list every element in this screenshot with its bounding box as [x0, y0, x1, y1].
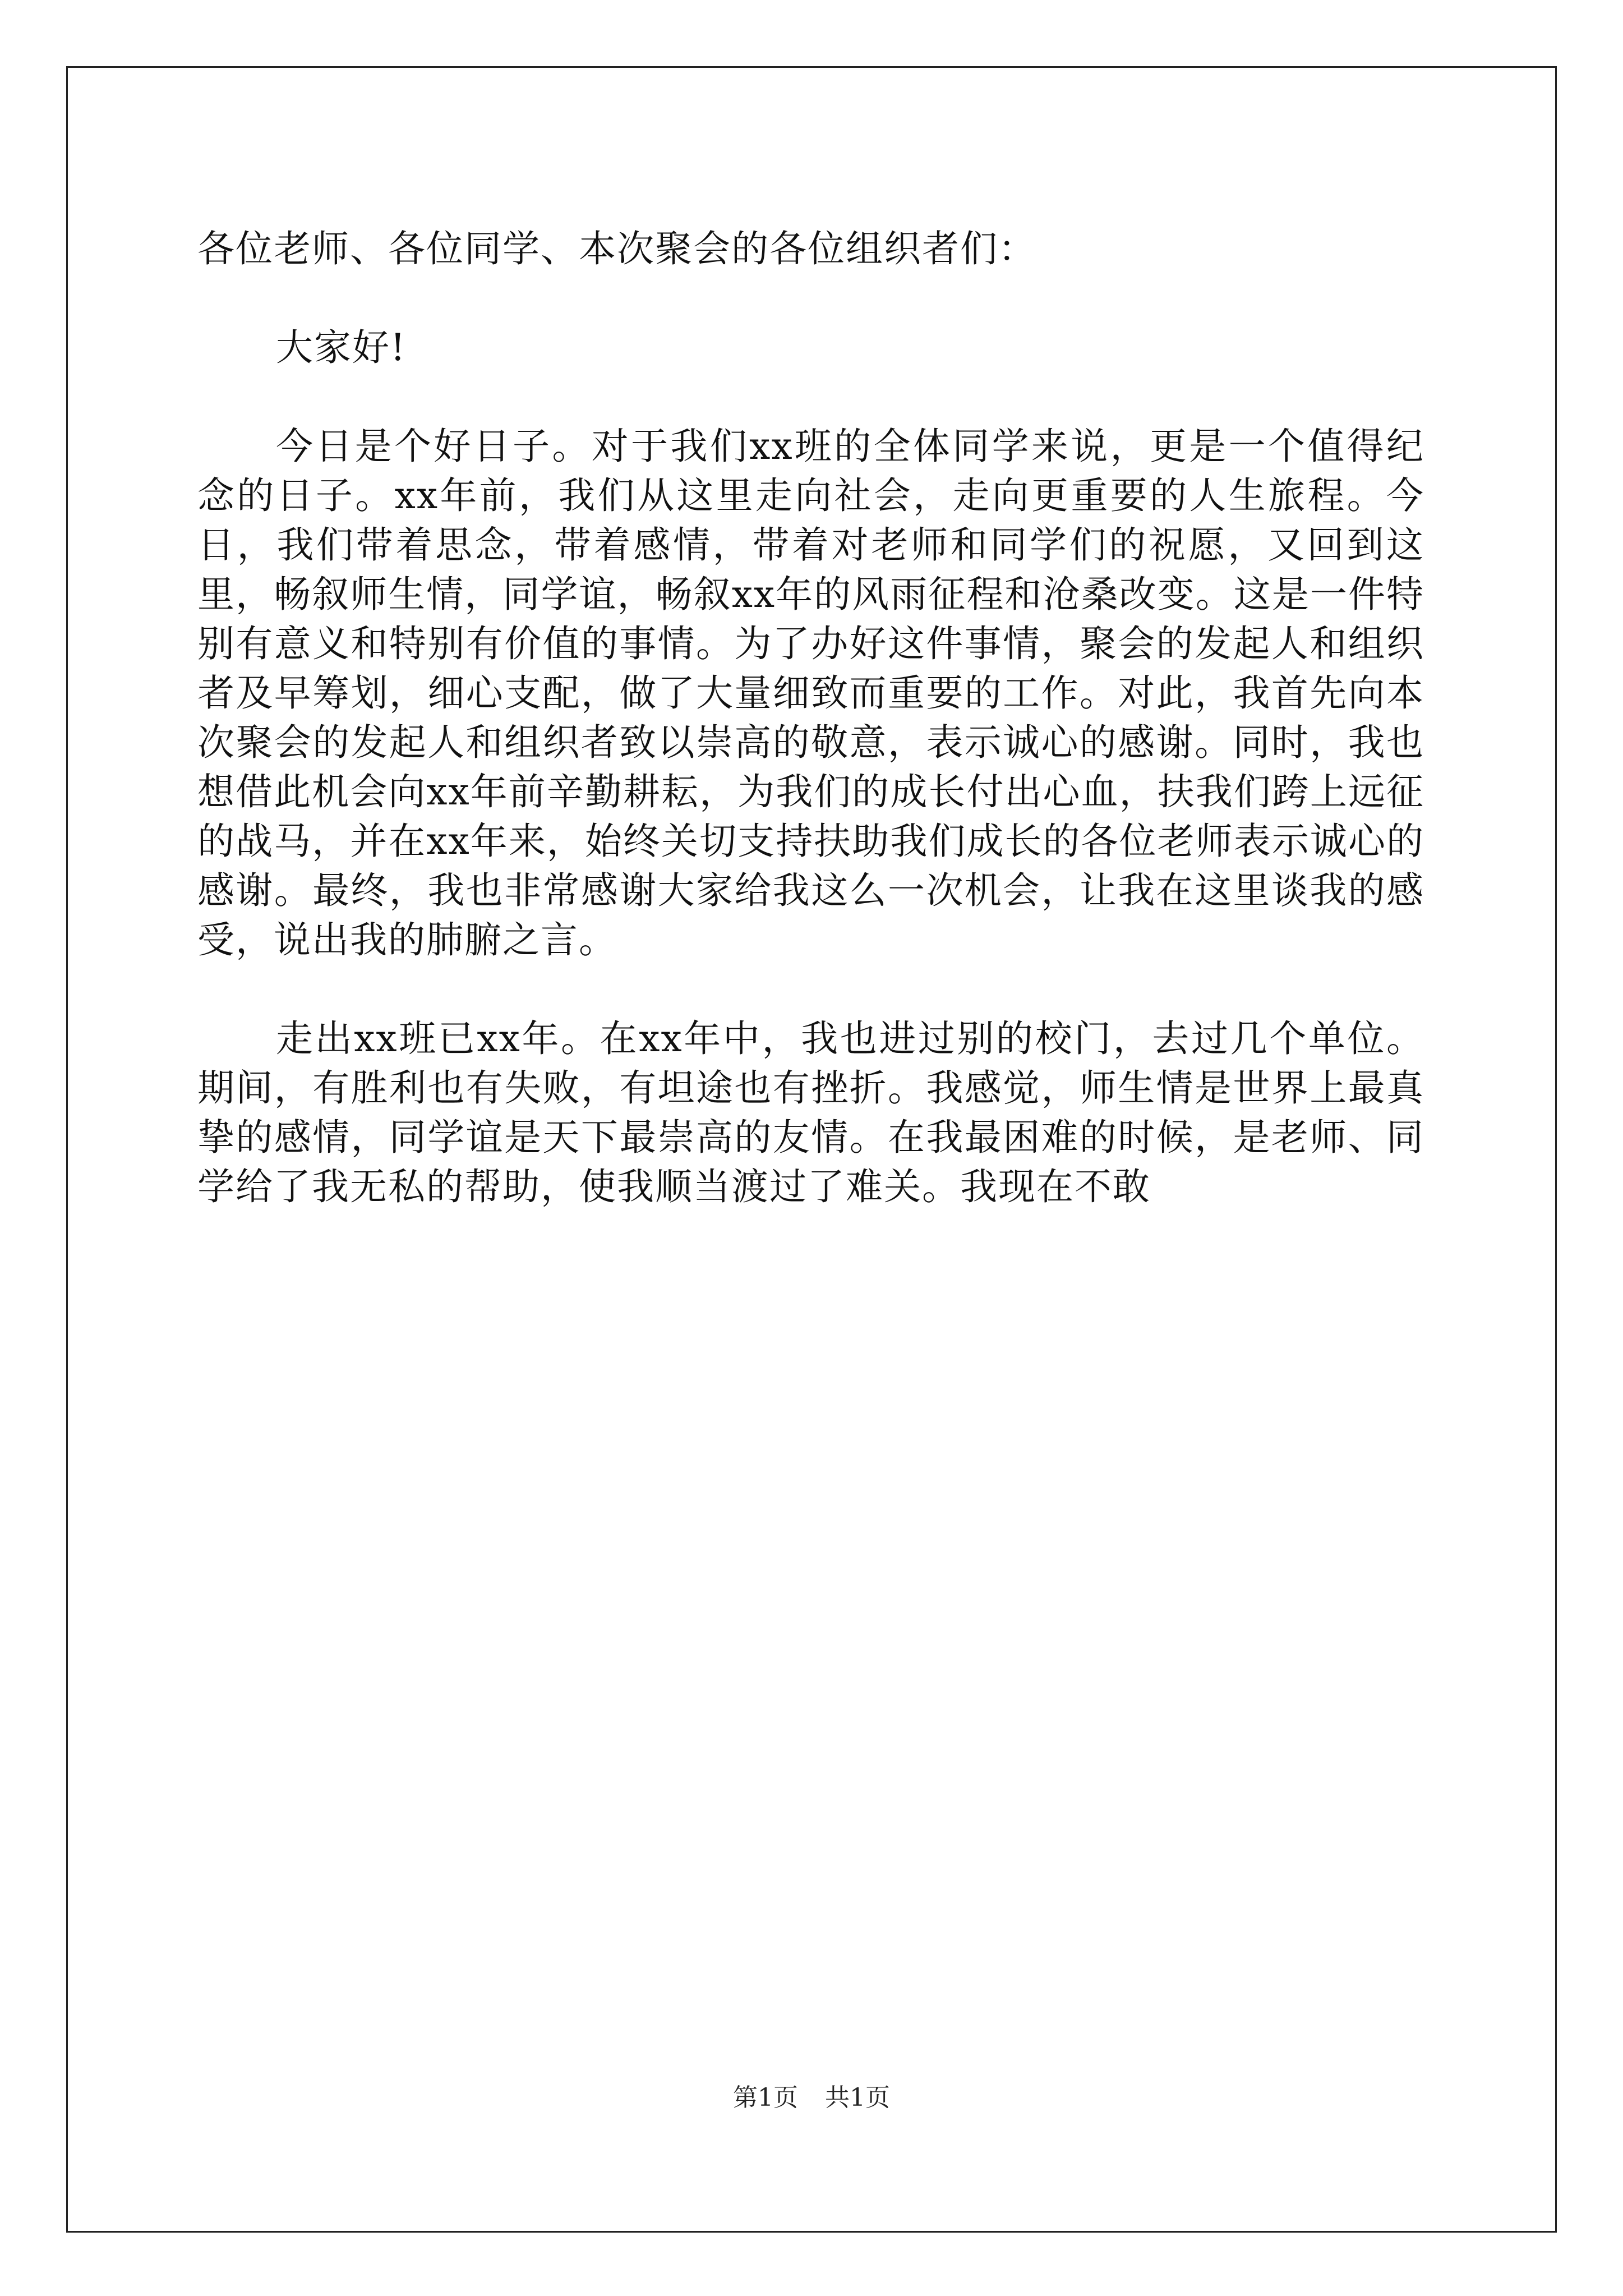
page-number: 第1页	[733, 2083, 798, 2112]
paragraph-2: 走出xx班已xx年。在xx年中，我也进过别的校门，去过几个单位。期间，有胜利也有失败，有坦途也有挫折。我感觉，师生情是世界上最真挚的感情，同学谊是天下最崇高的友情。在我最困难的时候，是老师、同学给了我无私的帮助，使我顺当渡过了难关。我现在不敢	[197, 1017, 1424, 1208]
salutation: 各位老师、各位同学、本次聚会的各位组织者们：	[197, 227, 1036, 270]
page-total: 共1页	[825, 2083, 890, 2112]
paragraph-1: 今日是个好日子。对于我们xx班的全体同学来说，更是一个值得纪念的日子。xx年前，我们从这里走向社会，走向更重要的人生旅程。今日，我们带着思念，带着感情，带着对老师和同学们的祝愿，又回到这里，畅叙师生情，同学谊，畅叙xx年的风雨征程和沧桑改变。这是一件特别有意义和特别有价值的事情。为了办好这件事情，聚会的发起人和组织者及早筹划，细心支配，做了大量细致而重要的工作。对此，我首先向本次聚会的发起人和组织者致以崇高的敬意，表示诚心的感谢。同时，我也想借此机会向xx年前辛勤耕耘，为我们的成长付出心血，扶我们跨上远征的战马，并在xx年来，始终关切支持扶助我们成长的各位老师表示诚心的感谢。最终，我也非常感谢大家给我这么一次机会，让我在这里谈我的感受，说出我的肺腑之言。	[197, 425, 1424, 961]
page-footer	[0, 2081, 1623, 2115]
greeting: 大家好!	[276, 326, 407, 369]
document-body	[197, 224, 1424, 1261]
